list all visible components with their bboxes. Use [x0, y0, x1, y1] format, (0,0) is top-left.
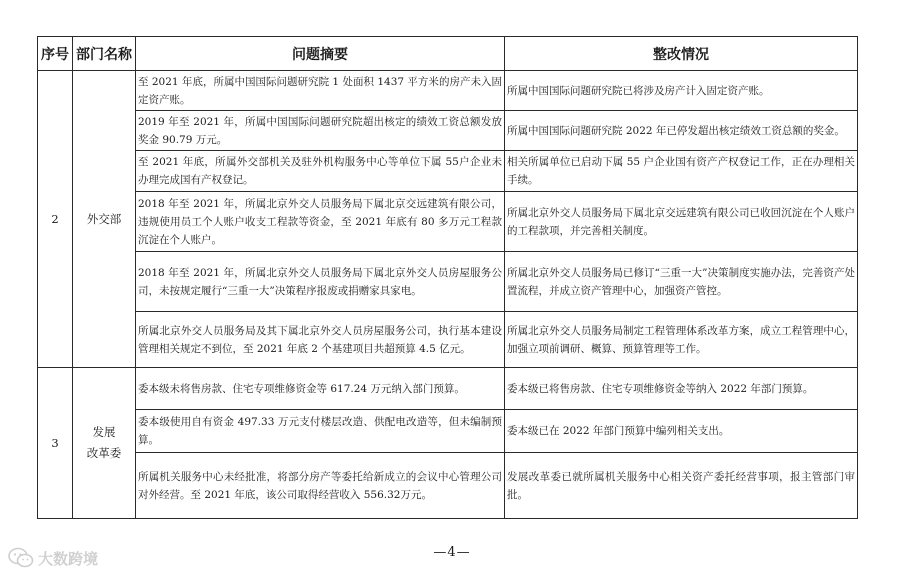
table-header-row	[38, 37, 858, 71]
issue-cell: 所属北京外交人员服务局及其下属北京外交人员房屋服务公司，执行基本建设管理相关规定不到位，至 2021 年底 2 个基建项目共超预算 4.5 亿元。	[136, 312, 505, 368]
seq-cell: 3	[38, 368, 73, 519]
fix-cell: 委本级已在 2022 年部门预算中编列相关支出。	[505, 410, 858, 453]
page-number: —4—	[433, 545, 471, 560]
table-row	[38, 312, 858, 368]
issue-cell: 2019 年至 2021 年，所属中国国际问题研究院超出核定的绩效工资总额发放奖金 90.79 万元。	[136, 111, 505, 151]
dept-cell	[73, 368, 136, 519]
table-row	[38, 368, 858, 410]
fix-cell: 所属北京外交人员服务局制定工程管理体系改革方案，成立工程管理中心，加强立项前调研、概算、预算管理等工作。	[505, 312, 858, 368]
header-seq: 序号	[38, 37, 73, 71]
table-row	[38, 453, 858, 519]
fix-cell: 委本级已将售房款、住宅专项维修资金等纳入 2022 年部门预算。	[505, 368, 858, 410]
dept-line-1: 发展	[92, 425, 116, 439]
table-row	[38, 111, 858, 151]
header-dept: 部门名称	[73, 37, 136, 71]
fix-cell: 所属中国国际问题研究院已将涉及房产计入固定资产账。	[505, 71, 858, 111]
fix-cell: 相关所属单位已启动下属 55 户企业国有资产产权登记工作，正在办理相关手续。	[505, 151, 858, 192]
header-issue: 问题摘要	[136, 37, 505, 71]
issue-cell: 委本级未将售房款、住宅专项维修资金等 617.24 万元纳入部门预算。	[136, 368, 505, 410]
watermark	[8, 547, 98, 569]
table-row	[38, 410, 858, 453]
header-fix: 整改情况	[505, 37, 858, 71]
table-row	[38, 192, 858, 252]
issue-cell: 所属机关服务中心未经批准，将部分房产等委托给新成立的会议中心管理公司对外经营。至 2021 年底，该公司取得经营收入 556.32万元。	[136, 453, 505, 519]
fix-cell: 所属北京外交人员服务局已修订“三重一大”决策制度实施办法，完善资产处置流程，并成立资产管理中心，加强资产管控。	[505, 252, 858, 312]
table-row	[38, 252, 858, 312]
watermark-text: 大数跨境	[38, 549, 99, 568]
fix-cell: 发展改革委已就所属机关服务中心相关资产委托经营事项，报主管部门审批。	[505, 453, 858, 519]
table-row	[38, 71, 858, 111]
table-row	[38, 151, 858, 192]
wechat-logo-icon	[8, 547, 34, 569]
seq-cell: 2	[38, 71, 73, 368]
dept-line-2: 改革委	[86, 446, 122, 460]
dept-cell: 外交部	[73, 71, 136, 368]
issue-cell: 至 2021 年底，所属外交部机关及驻外机构服务中心等单位下属 55户企业未办理完成国有产权登记。	[136, 151, 505, 192]
audit-table	[37, 36, 858, 519]
fix-cell: 所属中国国际问题研究院 2022 年已停发超出核定绩效工资总额的奖金。	[505, 111, 858, 151]
issue-cell: 2018 年至 2021 年，所属北京外交人员服务局下属北京外交人员房屋服务公司，未按规定履行“三重一大”决策程序报废或捐赠家具家电。	[136, 252, 505, 312]
issue-cell: 至 2021 年底，所属中国国际问题研究院 1 处面积 1437 平方米的房产未入固定资产账。	[136, 71, 505, 111]
issue-cell: 委本级使用自有资金 497.33 万元支付楼层改造、供配电改造等，但未编制预算。	[136, 410, 505, 453]
issue-cell: 2018 年至 2021 年，所属北京外交人员服务局下属北京交远建筑有限公司，违规使用员工个人账户收支工程款等资金，至 2021 年底有 80 多万元工程款沉淀在个人账户。	[136, 192, 505, 252]
fix-cell: 所属北京外交人员服务局下属北京交远建筑有限公司已收回沉淀在个人账户的工程款项，并完善相关制度。	[505, 192, 858, 252]
